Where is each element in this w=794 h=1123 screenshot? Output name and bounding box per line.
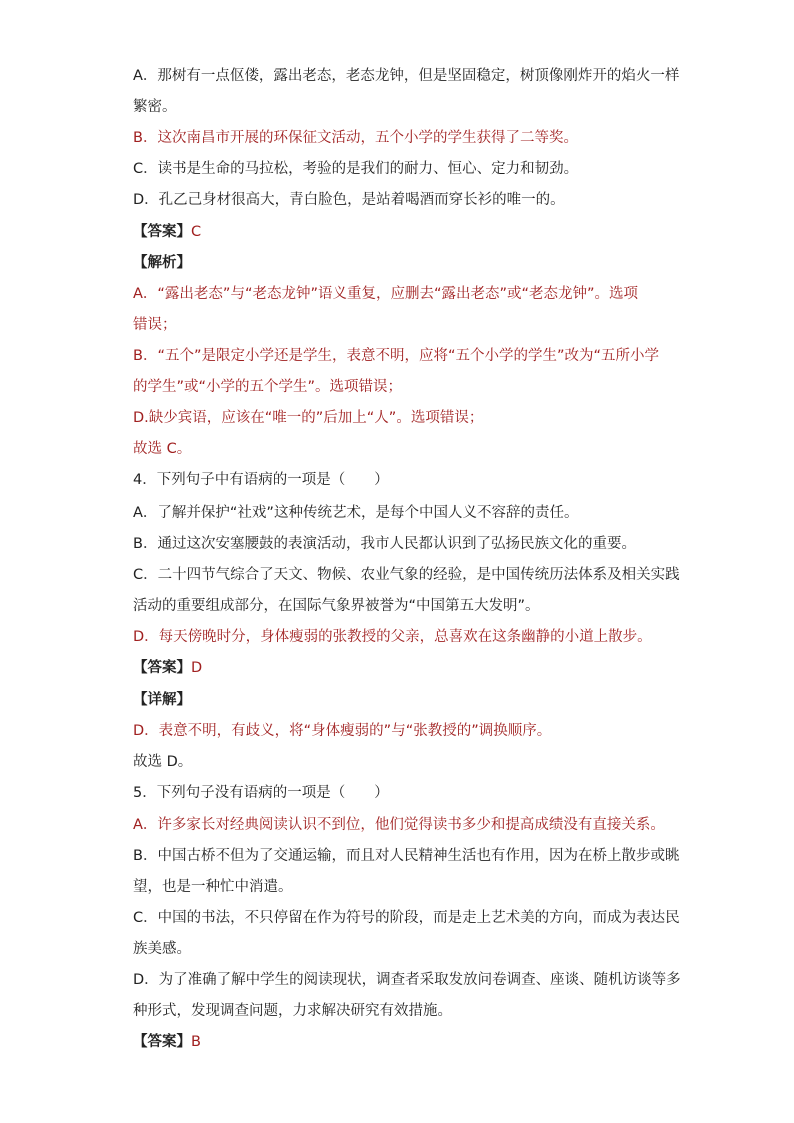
q3-option-a-line2: 繁密。 xyxy=(133,99,177,115)
q4-conclusion: 故选 D。 xyxy=(133,754,193,770)
q3-analysis-a-line2: 错误； xyxy=(133,317,177,333)
q4-answer-value: D xyxy=(191,660,203,676)
q5-option-b-line1: B．中国古桥不但为了交通运输，而且对人民精神生活也有作用，因为在桥上散步或眺 xyxy=(133,848,680,864)
q3-answer-value: C xyxy=(191,224,202,240)
q5-option-d-line2: 种形式，发现调查问题，力求解决研究有效措施。 xyxy=(133,1003,452,1019)
q3-analysis-a-line1: A．“露出老态”与“老态龙钟”语义重复，应删去“露出老态”或“老态龙钟”。选项 xyxy=(133,286,639,302)
q3-analysis-b-line2: 的学生”或“小学的五个学生”。选项错误； xyxy=(133,379,403,395)
q4-option-a: A．了解并保护“社戏”这种传统艺术，是每个中国人义不容辞的责任。 xyxy=(133,505,579,521)
q4-answer-label: 【答案】 xyxy=(133,660,191,676)
q4-option-c-line2: 活动的重要组成部分，在国际气象界被誉为“中国第五大发明”。 xyxy=(133,598,540,614)
q5-answer-value: B xyxy=(191,1034,201,1050)
q4-answer xyxy=(133,657,673,679)
q3-option-b: B．这次南昌市开展的环保征文活动，五个小学的学生获得了二等奖。 xyxy=(133,130,578,146)
q3-answer xyxy=(133,221,673,243)
q4-option-c-line1: C．二十四节气综合了天文、物候、农业气象的经验，是中国传统历法体系及相关实践 xyxy=(133,567,680,583)
q4-option-d: D．每天傍晚时分，身体瘦弱的张教授的父亲，总喜欢在这条幽静的小道上散步。 xyxy=(133,629,652,645)
q3-conclusion: 故选 C。 xyxy=(133,441,192,457)
q4-stem: 4．下列句子中有语病的一项是（ ） xyxy=(133,472,389,488)
q3-answer-label: 【答案】 xyxy=(133,224,191,240)
q5-option-c-line1: C．中国的书法，不只停留在作为符号的阶段，而是走上艺术美的方向，而成为表达民 xyxy=(133,910,680,926)
q3-analysis-b-line1: B．“五个”是限定小学还是学生，表意不明，应将“五个小学的学生”改为“五所小学 xyxy=(133,348,660,364)
q3-option-d: D．孔乙己身材很高大，青白脸色，是站着喝酒而穿长衫的唯一的。 xyxy=(133,192,565,208)
q5-option-a: A．许多家长对经典阅读认识不到位，他们觉得读书多少和提高成绩没有直接关系。 xyxy=(133,817,665,833)
q4-detail-label: 【详解】 xyxy=(133,692,191,708)
q5-answer xyxy=(133,1031,673,1053)
q3-analysis-d: D.缺少宾语，应该在“唯一的”后加上“人”。选项错误； xyxy=(133,410,484,426)
q3-option-c: C．读书是生命的马拉松，考验的是我们的耐力、恒心、定力和韧劲。 xyxy=(133,161,579,177)
q5-option-c-line2: 族美感。 xyxy=(133,941,191,957)
q4-detail: D．表意不明，有歧义，将“身体瘦弱的”与“张教授的”调换顺序。 xyxy=(133,723,552,739)
q3-analysis-label: 【解析】 xyxy=(133,255,191,271)
q3-option-a-line1: A．那树有一点伛偻，露出老态，老态龙钟，但是坚固稳定，树顶像刚炸开的焰火一样 xyxy=(133,68,680,84)
q4-option-b: B．通过这次安塞腰鼓的表演活动，我市人民都认识到了弘扬民族文化的重要。 xyxy=(133,536,636,552)
q5-answer-label: 【答案】 xyxy=(133,1034,191,1050)
q5-stem: 5．下列句子没有语病的一项是（ ） xyxy=(133,785,389,801)
q5-option-d-line1: D．为了准确了解中学生的阅读现状，调查者采取发放问卷调查、座谈、随机访谈等多 xyxy=(133,972,681,988)
q5-option-b-line2: 望，也是一种忙中消遣。 xyxy=(133,879,293,895)
